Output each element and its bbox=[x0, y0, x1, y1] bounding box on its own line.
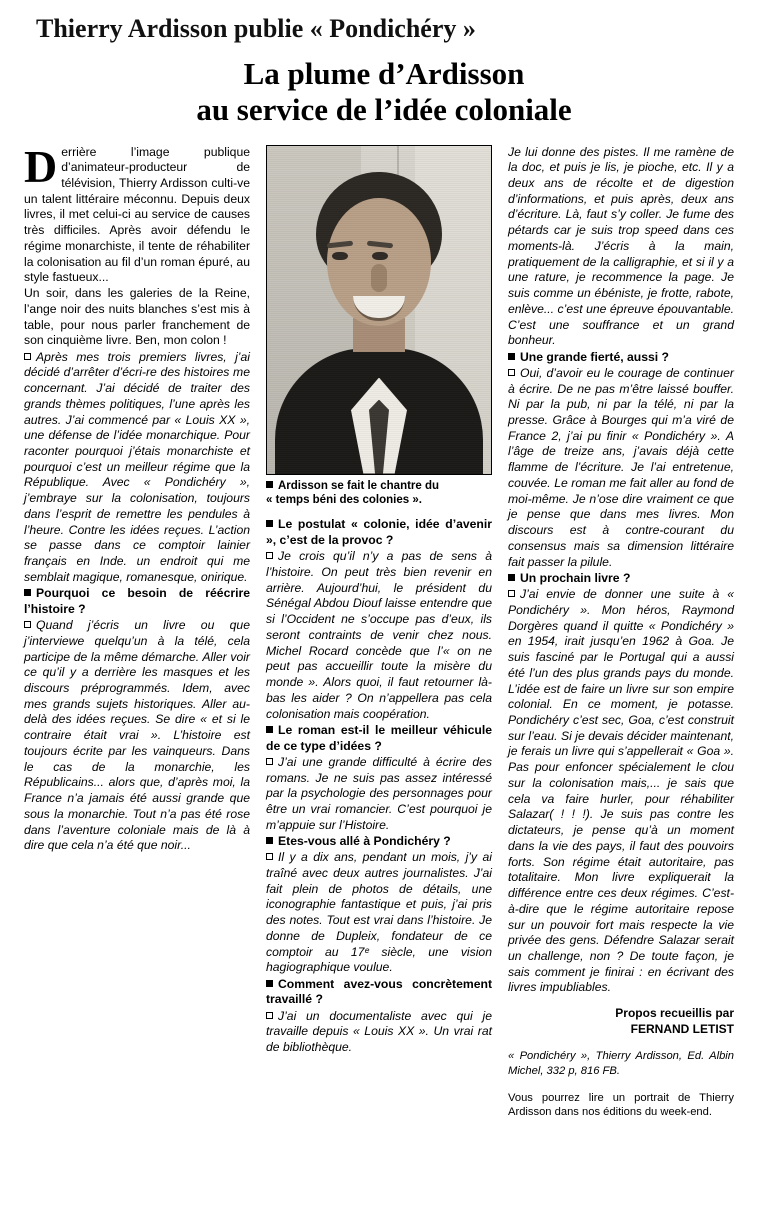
answer-text-r2: J’ai envie de donner une suite à « Pondichéry ». Mon héros, Raymond Dorgères quand il quitte « Pondichéry » en 1954, irait jusqu’en 1962 à Goa. Je suis fasciné par le Portugal qui a aussi été l’un des plus grands pays du monde. L’idée est de faire un livre sur son empire colonial. En ce moment, je potasse. Pondichéry c’est sec, Goa, c’est construit sur l’eau. Si je devais décider maintenant, je ferais un livre qui s’appellerait « Goa ». Pas pour enfoncer spécialement le clou sur la colonisation mais,... je sais que cela va faire hurler, pour réhabiliter Salazar( ! ! !). Je suis pas contre les dictateurs, je pense qu’à un moment dans la vie des pays, il faut des pouvoirs forts. Son régime était autoritaire, pas totalitaire. Mon livre expliquerait la différence entre ces deux régimes. C’est-à-dire que le régime autoritaire repose sur un pouvoir fort mais respecte la vie privée des gens. Défendre Salazar serait un challenge, non ? De toute façon, je sais comment je finirai : en écrivant des livres impubliables. bbox=[508, 587, 734, 995]
byline-line-2: FERNAND LETIST bbox=[630, 1021, 734, 1036]
answer-marker-icon bbox=[24, 621, 31, 628]
answer-paragraph-r1 bbox=[508, 366, 734, 571]
answer-text-m2: J’ai une grande difficulté à écrire des romans. Je ne suis pas assez intéressé par la psychologie des personnages pour être un vrai romancier. C’est pourquoi je m’appuie sur l’Histoire. bbox=[266, 754, 492, 832]
answer-text-r1: Oui, d’avoir eu le courage de continuer à écrire. De ne pas m’être laissé bouffer. Ni par la pub, ni par la télé, ni par la presse. Grâce à Bourges qui m’a viré de France 2, j’ai pu finir « Pondichéry ». A l’âge de treize ans, j’avais déjà cette flamme de l’écriture. Je l’ai entretenue, couvée. Le roman me fait aller au fond de moi-même. Je n’ose dire vraiment ce que je pense que dans mes livres. Mon discours est à contre-courant du consensus mais sa dimension littéraire fait passer la pilule. bbox=[508, 365, 734, 569]
question-paragraph-m3 bbox=[266, 834, 492, 850]
question-marker-icon bbox=[266, 980, 273, 987]
intro-text: errière l’image publique d’animateur-producteur de télévision, Thierry Ardisson culti-ve un talent littéraire méconnu. Depuis deux livres, il met celui-ci au service de causes très difficiles. Après avoir défendu le régime monarchiste, il tente de réhabiliter la colonisation au fil d’un roman épuré, au style fastueux... bbox=[24, 144, 250, 285]
question-paragraph-m2 bbox=[266, 723, 492, 754]
answer-text-m1: Je crois qu’il n’y a pas de sens à l’histoire. On peut très bien revenir en arrière. Aujourd’hui, le président du Sénégal Abdou Diouf laisse entendre que si l’Occident ne s’occupe pas d’eux, ils seront contraints de venir chez nous. Michel Rocard concède que l’« on ne peut pas accueillir toute la misère du monde ». Alors quoi, il faut retourner là-bas les aider ? On n’appellera pas cela colonisation mais coopération. bbox=[266, 549, 492, 721]
question-paragraph-r1 bbox=[508, 350, 734, 366]
byline-line-1: Propos recueillis par bbox=[615, 1006, 734, 1021]
footnote-editorial-note: Vous pourrez lire un portrait de Thierry Ardisson dans nos éditions du week-end. bbox=[508, 1091, 734, 1119]
question-text-r1: Une grande fierté, aussi ? bbox=[520, 349, 669, 364]
question-text-1: Pourquoi ce besoin de réécrire l’histoire ? bbox=[24, 586, 250, 616]
question-paragraph-m1 bbox=[266, 517, 492, 548]
photo-block bbox=[266, 145, 492, 508]
answer-paragraph-m2 bbox=[266, 755, 492, 834]
answer-paragraph-1 bbox=[24, 350, 250, 586]
answer-marker-icon bbox=[266, 552, 273, 559]
photo-eye-right bbox=[372, 252, 388, 260]
portrait-photo bbox=[266, 145, 492, 475]
question-marker-icon bbox=[266, 520, 273, 527]
question-text-m3: Etes-vous allé à Pondichéry ? bbox=[278, 833, 451, 848]
footnote-book-text: « Pondichéry », Thierry Ardisson, Ed. Albin Michel, 332 p, 816 FB. bbox=[508, 1050, 734, 1077]
question-paragraph-1 bbox=[24, 586, 250, 617]
answer-text-m4: J’ai un documentaliste avec qui je travaille depuis « Louis XX ». Un vrai rat de bibliothèque. bbox=[266, 1008, 492, 1055]
question-paragraph-m4 bbox=[266, 977, 492, 1008]
answer-paragraph-m1 bbox=[266, 549, 492, 722]
question-text-r2: Un prochain livre ? bbox=[520, 570, 631, 585]
answer-marker-icon bbox=[24, 353, 31, 360]
column-middle bbox=[266, 145, 492, 1120]
article-kicker: Thierry Ardisson publie « Pondichéry » bbox=[36, 14, 476, 43]
headline-line-2: au service de l’idée coloniale bbox=[196, 92, 572, 128]
answer-marker-icon bbox=[266, 1012, 273, 1019]
caption-line-2: « temps béni des colonies ». bbox=[266, 493, 422, 506]
answer-text-m3: Il y a dix ans, pendant un mois, j’y ai traîné avec deux autres journalistes. J’ai fait plein de photos de détails, une iconographie fantastique et puis, j’ai pris des notes. Tout est vrai dans l’histoire. Je donne de Dupleix, fondateur de ce comptoir au 17ᵉ siècle, une vision hagiographique voulue. bbox=[266, 850, 492, 975]
caption-line-1: Ardisson se fait le chantre du bbox=[278, 479, 440, 492]
answer-text-2: Quand j’écris un livre ou que j’interviewe quelqu’un à la télé, cela participe de la même démarche. Aller voir ce qu’il y a derrière les masques et les discours préprogrammés. Idem, avec mes grands sujets historiques. Aller au-delà des idées reçues. Se dire « et si le contraire était vrai ». L’histoire est toujours écrite par les vainqueurs. Dans le cas de la monarchie, les Républicains... alors que, d’après moi, la France n’a jamais été aussi grande que sous la monarchie. Tout n’a pas été rose dans l’aventure coloniale mais de là à dire que cela n’a été que noir... bbox=[24, 618, 250, 853]
article-columns bbox=[0, 140, 768, 1120]
question-marker-icon bbox=[266, 726, 273, 733]
intro-paragraph-2: Un soir, dans les galeries de la Reine, l’ange noir des nuits blanches s’est mis à table, pour nous parler franchement de son cinquième livre. Ben, mon colon ! bbox=[24, 286, 250, 348]
photo-nose bbox=[371, 264, 387, 292]
headline-line-1: La plume d’Ardisson bbox=[243, 56, 525, 91]
answer-marker-icon bbox=[508, 369, 515, 376]
question-marker-icon bbox=[508, 353, 515, 360]
answer-text-1: Après mes trois premiers livres, j’ai décidé d’arrêter d’écri-re des histoires me concernant. J’ai décidé de traiter des grands thèmes politiques, l’une après les autres. J’ai commencé par « Louis XX », une défense de l’idée monarchique. Pour raconter pourquoi j’étais monarchiste et pourquoi c’est un meilleur régime que la République. Avec « Pondichéry », j’embraye sur la colonisation, toujours dans l’esprit de remettre les pendules à l’heure. Contre les idées reçues. L’action se passe dans ce comptoir lainier français en Inde. un endroit qui me semblait magique, romanesque, onirique. bbox=[24, 349, 250, 584]
footnote-book-reference bbox=[508, 1049, 734, 1078]
answer-marker-icon bbox=[508, 590, 515, 597]
column-right bbox=[508, 145, 734, 1120]
byline bbox=[508, 1006, 734, 1037]
question-marker-icon bbox=[508, 574, 515, 581]
photo-caption bbox=[266, 479, 492, 508]
question-text-m4: Comment avez-vous concrètement travaillé ? bbox=[266, 976, 492, 1007]
answer-paragraph-m4 bbox=[266, 1009, 492, 1056]
caption-marker-icon bbox=[266, 481, 273, 488]
question-paragraph-r2 bbox=[508, 571, 734, 587]
answer-paragraph-2 bbox=[24, 618, 250, 854]
answer-marker-icon bbox=[266, 758, 273, 765]
intro-paragraph bbox=[24, 140, 250, 287]
drop-cap: D bbox=[24, 140, 58, 192]
answer-paragraph-r2 bbox=[508, 587, 734, 996]
article-headline bbox=[149, 56, 619, 129]
photo-eye-left bbox=[332, 252, 348, 260]
answer-paragraph-m3 bbox=[266, 850, 492, 976]
answer-marker-icon bbox=[266, 853, 273, 860]
newspaper-page bbox=[0, 14, 768, 1214]
question-text-m1: Le postulat « colonie, idée d’avenir », c’est de la provoc ? bbox=[266, 517, 492, 548]
question-text-m2: Le roman est-il le meilleur véhicule de ce type d’idées ? bbox=[266, 722, 492, 753]
question-marker-icon bbox=[266, 837, 273, 844]
question-marker-icon bbox=[24, 589, 31, 596]
column-left bbox=[24, 140, 250, 1120]
answer-paragraph-r0: Je lui donne des pistes. Il me ramène de la doc, et puis je lis, je pioche, etc. Il y a deux ans de récolte et de digestion d’informations, et puis après, deux ans d’écriture. Là, faut s’y coller. Je fume des pétards car je suis trop speed dans ces moments-là. J’écris à la main, pratiquement de la calligraphie, et si il y a une rature, je recommence la page. Je suis comme un ébéniste, je frotte, rabote, enlève... c’est une épreuve épouvantable. C’est une souffrance et un grand bonheur. bbox=[508, 144, 734, 348]
